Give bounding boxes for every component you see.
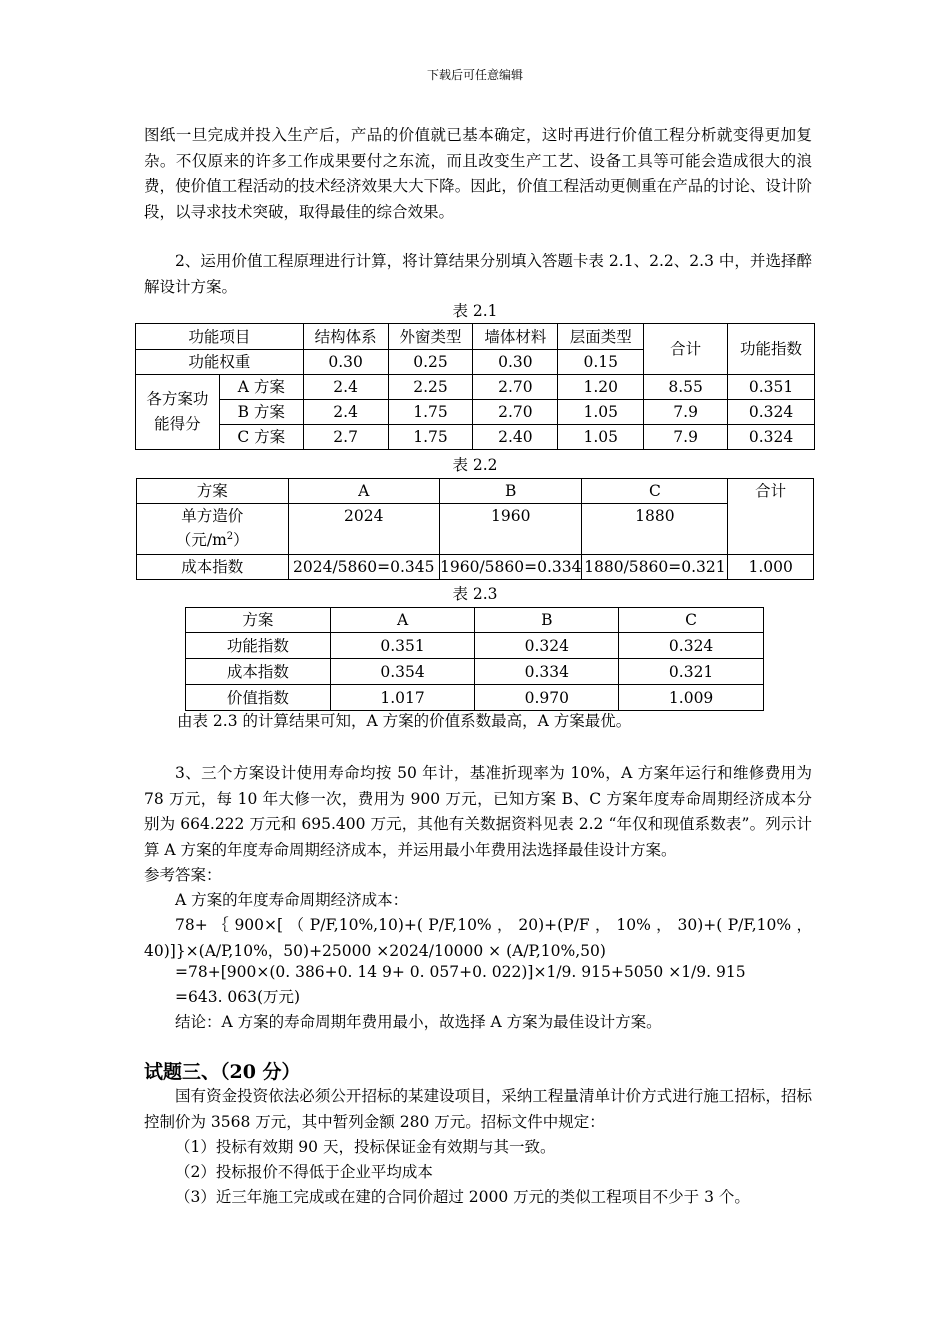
t21-cell: 1.75 [388, 425, 473, 450]
paragraph-2: 2、运用价值工程原理进行计算，将计算结果分别填入答题卡表 2.1、2.2、2.3 中，并选择醉解设计方案。 [144, 252, 812, 296]
t22-header-col: B [440, 479, 582, 504]
question-3-paragraph: 国有资金投资依法必须公开招标的某建设项目，采纳工程量清单计价方式进行施工招标，招标控制价为 3568 万元，其中暂列金额 280 万元。招标文件中规定： [144, 1087, 812, 1131]
t21-cell-index: 0.324 [728, 425, 815, 450]
t22-header-col: A [288, 479, 439, 504]
t21-cell-total: 7.9 [644, 400, 728, 425]
t21-header-total: 合计 [644, 324, 728, 375]
t22-cost-label: 成本指数 [137, 555, 289, 580]
t22-cost: 1960/5860=0.334 [440, 555, 582, 580]
answer-line-1: A 方案的年度寿命周期经济成本： [175, 891, 409, 909]
t21-cell-total: 7.9 [644, 425, 728, 450]
t21-cell: 1.20 [558, 375, 644, 400]
t21-cell: 2.70 [473, 375, 558, 400]
answer-conclusion: 结论：A 方案的寿命周期年费用最小，故选择 A 方案为最佳设计方案。 [175, 1013, 662, 1031]
t22-price-unit [137, 528, 288, 552]
t23-header-plan: 方案 [186, 608, 331, 633]
t22-price: 1880 [582, 504, 728, 555]
t23-cell: 0.324 [619, 633, 764, 659]
t21-row-name: A 方案 [219, 375, 303, 400]
t21-header-col: 层面类型 [558, 324, 644, 350]
paragraph-3: 3、三个方案设计使用寿命均按 50 年计，基准折现率为 10%，A 方案年运行和维修费用为 78 万元，每 10 年大修一次，费用为 900 万元，已知方案 B、C 方案年度寿命周期经济成本分别为 664.222 万元和 695.400 万元，其他有关数据资料见表 2.2 “年仅和现值系数表”。列示计算 A 方案的年度寿命周期经济成本，并运用最小年费用法选择最佳设计方案。 [144, 764, 812, 859]
t23-header-col: A [330, 608, 475, 633]
t21-cell: 2.40 [473, 425, 558, 450]
t22-price-label: 单方造价 [181, 507, 244, 525]
t21-cell: 2.7 [303, 425, 388, 450]
conclusion-table-2-3: 由表 2.3 的计算结果可知，A 方案的价值系数最高，A 方案最优。 [177, 712, 632, 730]
t22-header-total: 合计 [728, 479, 814, 555]
t23-cell: 0.321 [619, 659, 764, 685]
t23-header-col: B [475, 608, 619, 633]
t21-weight: 0.30 [473, 350, 558, 375]
reference-answer-label: 参考答案： [144, 866, 222, 884]
paragraph-1: 图纸一旦完成并投入生产后，产品的价值就已基本确定，这时再进行价值工程分析就变得更加复杂。不仅原来的许多工作成果要付之东流，而且改变生产工艺、设备工具等可能会造成很大的浪费，使价值工程活动的技术经济效果大大下降。因此，价值工程活动更侧重在产品的讨论、设计阶段，以寻求技术突破，取得最佳的综合效果。 [144, 126, 812, 221]
t22-cost: 1880/5860=0.321 [582, 555, 728, 580]
question-3-item-1: （1）投标有效期 90 天，投标保证金有效期与其一致。 [175, 1138, 556, 1156]
t22-price: 1960 [440, 504, 582, 555]
t23-cell: 0.351 [330, 633, 475, 659]
t21-cell: 2.25 [388, 375, 473, 400]
t21-weight: 0.25 [388, 350, 473, 375]
t22-price-unit-pre: （元/m [175, 531, 227, 549]
t21-weight: 0.15 [558, 350, 644, 375]
t21-cell: 1.05 [558, 425, 644, 450]
t21-row-name: C 方案 [219, 425, 303, 450]
t23-row-label: 价值指数 [186, 685, 331, 711]
t23-cell: 0.970 [475, 685, 619, 711]
table-2-1-caption: 表 2.1 [452, 302, 498, 320]
t21-header-col: 墙体材料 [473, 324, 558, 350]
t21-cell-index: 0.351 [728, 375, 815, 400]
t22-cost-total: 1.000 [728, 555, 814, 580]
t22-price-unit-sup: 2 [226, 530, 234, 542]
answer-formula: 78+ ｛ 900×[ （ P/F,10%,10)+( P/F,10% ， 20)+(P/F ， 10% ， 30)+( P/F,10% ， 40)]}×(A/P,10%，50)+25000 ×2024/10000 × (A/P,10%,50) [144, 916, 812, 960]
answer-line-3: =78+[900×(0. 386+0. 14 9+ 0. 057+0. 022)]×1/9. 915+5050 ×1/9. 915 [175, 963, 746, 981]
question-3-title: 试题三、（20 分） [144, 1061, 301, 1083]
t21-weight-label: 功能权重 [136, 350, 304, 375]
table-2-3 [185, 607, 764, 711]
table-2-1 [135, 323, 815, 450]
t22-header-col: C [582, 479, 728, 504]
t21-row-name: B 方案 [219, 400, 303, 425]
page-header: 下载后可任意编辑 [426, 68, 523, 82]
question-3-item-2: （2）投标报价不得低于企业平均成本 [175, 1163, 433, 1181]
t22-header-plan: 方案 [137, 479, 289, 504]
question-3-item-3: （3）近三年施工完成或在建的合同价超过 2000 万元的类似工程项目不少于 3 个。 [175, 1188, 750, 1206]
t23-cell: 0.354 [330, 659, 475, 685]
t21-header-item: 功能项目 [136, 324, 304, 350]
t22-cost: 2024/5860=0.345 [288, 555, 439, 580]
t21-cell: 2.4 [303, 400, 388, 425]
t21-cell-index: 0.324 [728, 400, 815, 425]
t21-cell: 1.05 [558, 400, 644, 425]
t21-cell: 2.70 [473, 400, 558, 425]
answer-line-4: =643. 063(万元) [175, 988, 301, 1006]
t23-row-label: 成本指数 [186, 659, 331, 685]
t21-weight: 0.30 [303, 350, 388, 375]
t21-cell: 1.75 [388, 400, 473, 425]
t21-header-index: 功能指数 [728, 324, 815, 375]
t22-price-label-cell [137, 504, 289, 555]
t23-cell: 0.324 [475, 633, 619, 659]
t21-group-label: 各方案功能得分 [136, 375, 220, 450]
t21-cell-total: 8.55 [644, 375, 728, 400]
t21-header-col: 结构体系 [303, 324, 388, 350]
t22-price: 2024 [288, 504, 439, 555]
t23-cell: 1.009 [619, 685, 764, 711]
table-2-2 [136, 478, 814, 580]
t23-cell: 0.334 [475, 659, 619, 685]
t21-header-col: 外窗类型 [388, 324, 473, 350]
table-2-2-caption: 表 2.2 [452, 456, 498, 474]
t22-price-unit-post: ） [233, 531, 249, 549]
t23-row-label: 功能指数 [186, 633, 331, 659]
table-2-3-caption: 表 2.3 [452, 585, 498, 603]
t21-cell: 2.4 [303, 375, 388, 400]
t23-header-col: C [619, 608, 764, 633]
t23-cell: 1.017 [330, 685, 475, 711]
